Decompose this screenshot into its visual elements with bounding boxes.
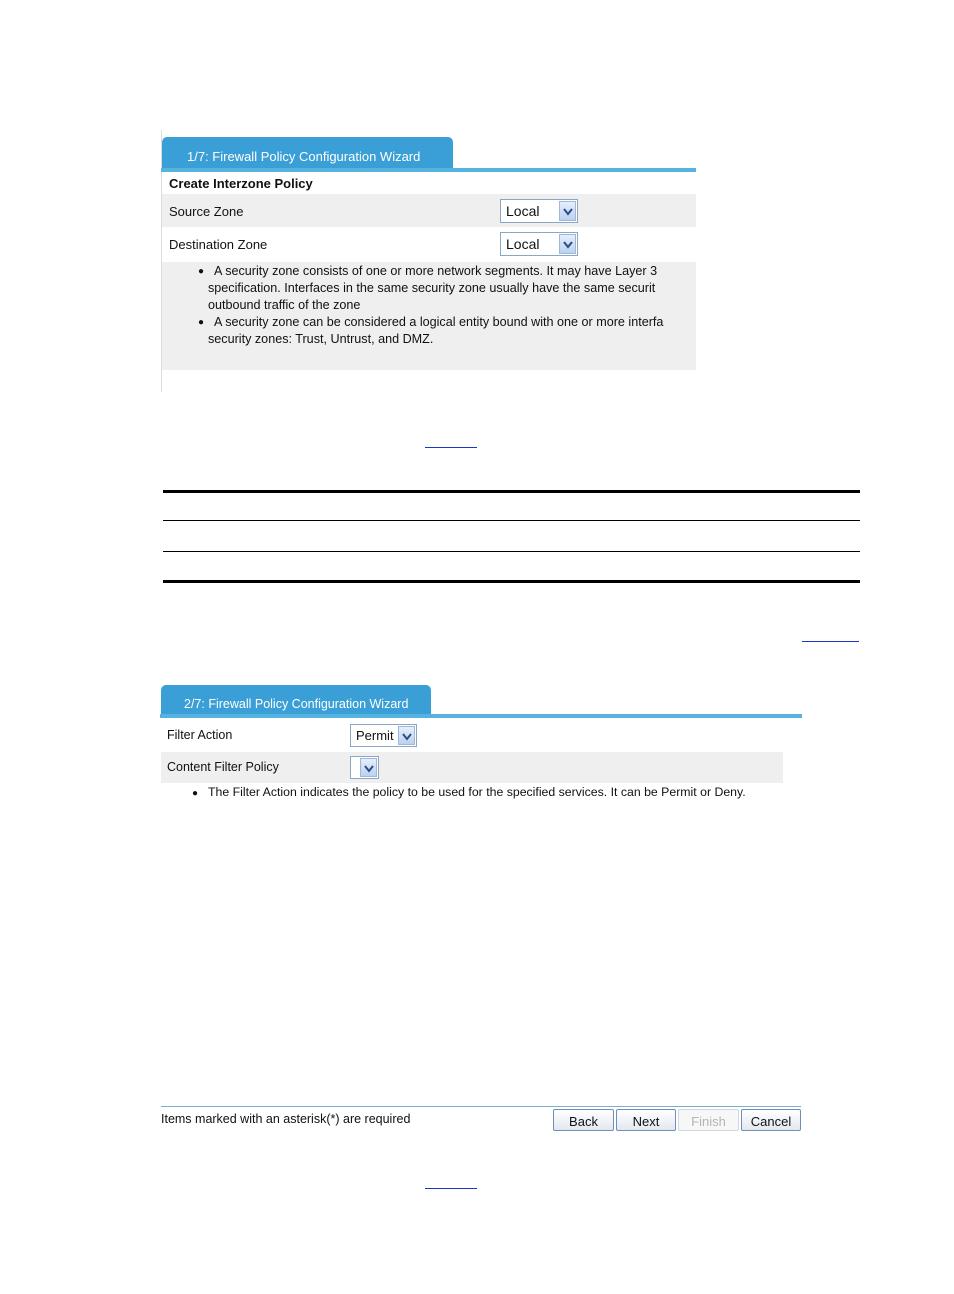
cancel-button[interactable]: Cancel (741, 1109, 801, 1131)
bullet-icon: ● (192, 788, 199, 799)
finish-button[interactable]: Finish (678, 1109, 739, 1131)
source-zone-row (162, 194, 696, 227)
filter-action-value: Permit (356, 728, 394, 743)
destination-zone-value: Local (506, 236, 540, 252)
required-note: Items marked with an asterisk(*) are required (161, 1112, 411, 1126)
filter-action-note: The Filter Action indicates the policy to be used for the specified services. It can be Permit or Deny. (208, 785, 746, 799)
figure-link-underline[interactable] (425, 1188, 477, 1189)
table-header-rule (163, 520, 860, 521)
table-row-rule (163, 551, 860, 552)
wizard-tab-bar (160, 685, 802, 727)
destination-zone-label: Destination Zone (169, 237, 268, 252)
tab-underline (161, 168, 696, 172)
section-title: Create Interzone Policy (169, 176, 313, 191)
wizard-tab-title: 2/7: Firewall Policy Configuration Wizard (161, 685, 431, 717)
chevron-down-icon[interactable] (360, 758, 377, 777)
table-link-underline[interactable] (802, 641, 859, 642)
destination-zone-row (162, 228, 696, 261)
source-zone-label: Source Zone (169, 204, 244, 219)
note-line: security zones: Trust, Untrust, and DMZ. (208, 332, 434, 346)
wizard-tab-title: 1/7: Firewall Policy Configuration Wizard (162, 137, 453, 170)
content-filter-label: Content Filter Policy (167, 760, 279, 774)
chevron-down-icon[interactable] (559, 234, 576, 254)
source-zone-select[interactable] (500, 199, 578, 223)
back-button[interactable]: Back (553, 1109, 614, 1131)
filter-action-select[interactable] (350, 724, 417, 747)
destination-zone-select[interactable] (500, 232, 578, 256)
content-filter-select[interactable] (350, 756, 379, 779)
chevron-down-icon[interactable] (559, 201, 576, 221)
wizard-tab-bar (161, 130, 696, 172)
note-line: A security zone consists of one or more network segments. It may have Layer 3 (214, 264, 658, 278)
note-line: A security zone can be considered a logical entity bound with one or more interfa (214, 315, 664, 329)
bullet-icon: ● (198, 317, 205, 328)
source-zone-value: Local (506, 203, 540, 219)
wizard-step2-panel (160, 685, 802, 1131)
content-filter-row (161, 752, 783, 783)
note-line: specification. Interfaces in the same security zone usually have the same securit (208, 281, 656, 295)
filter-action-label: Filter Action (167, 728, 233, 742)
bullet-icon: ● (198, 266, 205, 277)
chevron-down-icon[interactable] (398, 726, 415, 745)
tab-underline (160, 714, 802, 718)
note-line: outbound traffic of the zone (208, 298, 361, 312)
table-bottom-rule (163, 580, 860, 583)
figure-link-underline[interactable] (425, 447, 477, 448)
zone-help-notes (162, 262, 696, 370)
table-top-rule (163, 490, 860, 493)
footer-divider (161, 1106, 801, 1107)
wizard-step1-panel (161, 130, 696, 392)
next-button[interactable]: Next (616, 1109, 676, 1131)
